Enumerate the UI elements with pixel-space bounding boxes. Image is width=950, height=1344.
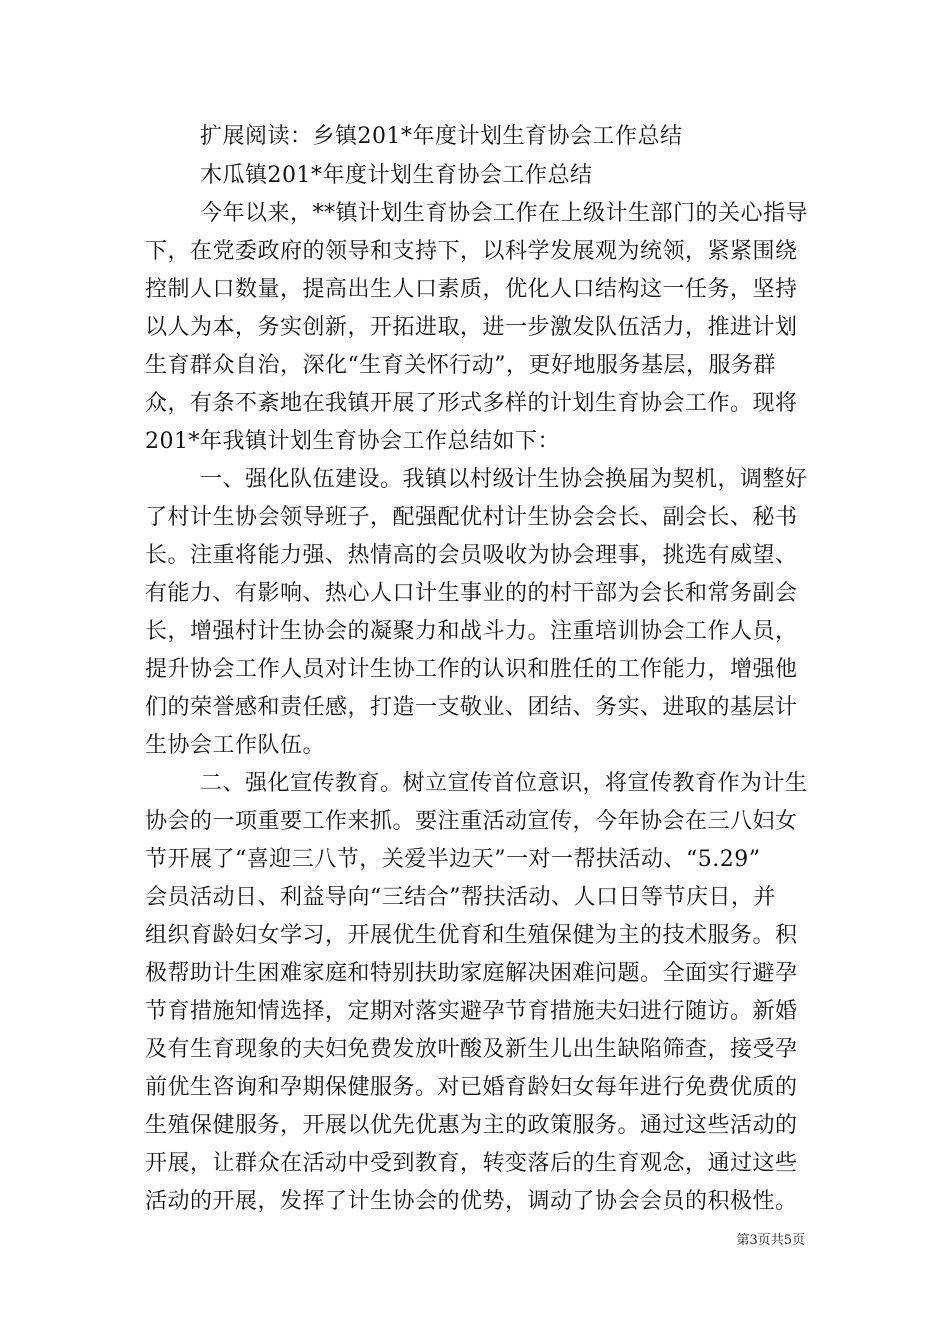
paragraph-2-line: 们的荣誉感和责任感，打造一支敬业、团结、务实、进取的基层计 [145,695,798,720]
paragraph-2-line: 一、强化队伍建设。我镇以村级计生协会换届为契机，调整好 [200,467,808,492]
paragraph-2-line: 有能力、有影响、热心人口计生事业的的村干部为会长和常务副会 [145,581,798,606]
paragraph-3-line: 节开展了“喜迎三八节，关爱半边天”一对一帮扶活动、“5.29” [145,847,761,872]
document-title: 木瓜镇201*年度计划生育协会工作总结 [200,163,593,188]
paragraph-1-line: 控制人口数量，提高出生人口素质，优化人口结构这一任务，坚持 [145,277,798,302]
extended-reading-heading: 扩展阅读：乡镇201*年度计划生育协会工作总结 [200,124,683,149]
paragraph-3-line: 前优生咨询和孕期保健服务。对已婚育龄妇女每年进行免费优质的 [145,1075,798,1100]
paragraph-2-line: 生协会工作队伍。 [145,733,326,758]
paragraph-1-line: 201*年我镇计划生育协会工作总结如下： [145,429,560,454]
paragraph-2-line: 了村计生协会领导班子，配强配优村计生协会会长、副会长、秘书 [145,505,798,530]
paragraph-3-line: 协会的一项重要工作来抓。要注重活动宣传，今年协会在三八妇女 [145,809,798,834]
paragraph-3-line: 极帮助计生困难家庭和特别扶助家庭解决困难问题。全面实行避孕 [145,961,798,986]
paragraph-3-line: 二、强化宣传教育。树立宣传首位意识，将宣传教育作为计生 [200,771,808,796]
paragraph-1-line: 众，有条不紊地在我镇开展了形式多样的计划生育协会工作。现将 [145,391,798,416]
paragraph-3-line: 节育措施知情选择，定期对落实避孕节育措施夫妇进行随访。新婚 [145,999,798,1024]
paragraph-2-line: 长。注重将能力强、热情高的会员吸收为协会理事，挑选有威望、 [145,543,798,568]
paragraph-3-line: 活动的开展，发挥了计生协会的优势，调动了协会会员的积极性。 [145,1189,798,1214]
paragraph-2-line: 提升协会工作人员对计生协工作的认识和胜任的工作能力，增强他 [145,657,798,682]
paragraph-2-line: 长，增强村计生协会的凝聚力和战斗力。注重培训协会工作人员， [145,619,798,644]
paragraph-1-line: 生育群众自治，深化“生育关怀行动”，更好地服务基层，服务群 [145,353,776,378]
paragraph-3-line: 开展，让群众在活动中受到教育，转变落后的生育观念，通过这些 [145,1151,798,1176]
paragraph-3-line: 生殖保健服务，开展以优先优惠为主的政策服务。通过这些活动的 [145,1113,798,1138]
paragraph-3-line: 组织育龄妇女学习，开展优生优育和生殖保健为主的技术服务。积 [145,923,798,948]
paragraph-1-line: 以人为本，务实创新，开拓进取，进一步激发队伍活力，推进计划 [145,315,798,340]
paragraph-3-line: 及有生育现象的夫妇免费发放叶酸及新生儿出生缺陷筛查，接受孕 [145,1037,798,1062]
page-number-footer: 第3页共5页 [736,1233,805,1248]
paragraph-3-line: 会员活动日、利益导向“三结合”帮扶活动、人口日等节庆日，并 [145,885,776,910]
paragraph-1-line: 今年以来，**镇计划生育协会工作在上级计生部门的关心指导 [200,201,809,226]
paragraph-1-line: 下，在党委政府的领导和支持下，以科学发展观为统领，紧紧围绕 [145,239,798,264]
